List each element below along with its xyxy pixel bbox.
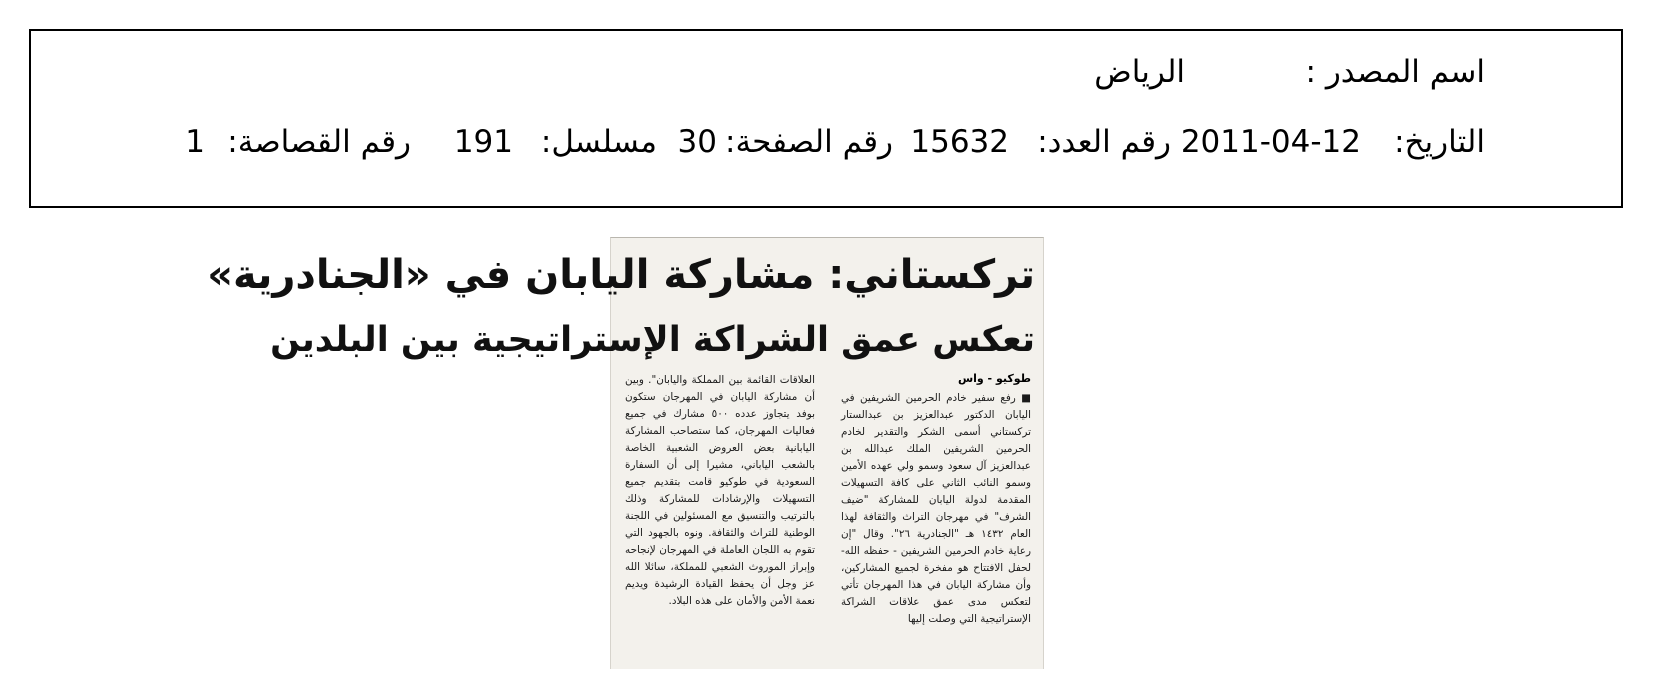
- source-label: اسم المصدر :: [1305, 54, 1485, 90]
- date-label: التاريخ:: [1394, 124, 1485, 160]
- clipping-label: رقم القصاصة:: [227, 124, 411, 160]
- article-headline-line1: تركستاني: مشاركة اليابان في «الجنادرية»: [207, 252, 1035, 298]
- serial-value: 191: [453, 124, 513, 160]
- article-column-right: ■ رفع سفير خادم الحرمين الشريفين في اليابان الدكتور عبدالعزيز بن عبدالستار تركستاني أسمى الشكر والتقدير لخادم الحرمين الشريفين الملك عبدالله بن عبدالعزيز آل سعود وسمو ولي عهده الأمين وسمو النائب الثاني على كافة التسهيلات المقدمة لدولة اليابان للمشاركة "ضيف الشرف" في مهرجان التراث والثقافة لهذا العام ١٤٣٢ هـ "الجنادرية ٢٦". وقال "إن رعاية خادم الحرمين الشريفين - حفظه الله- لحفل الافتتاح هو مفخرة لجميع المشاركين، وأن مشاركة اليابان في هذا المهرجان تأتي لتعكس مدى عمق علاقات الشراكة الإستراتيجية التي وصلت إليها: [841, 392, 1031, 625]
- article-dateline: طوكيو - واس: [957, 372, 1031, 385]
- article-headline-line2: تعكس عمق الشراكة الإستراتيجية بين البلدين: [270, 320, 1035, 360]
- page-label: رقم الصفحة:: [725, 124, 893, 160]
- issue-label: رقم العدد:: [1037, 124, 1171, 160]
- article-column-left: العلاقات القائمة بين المملكة واليابان". وبين أن مشاركة اليابان في المهرجان ستكون بوفد يتجاوز عدده ٥٠٠ مشارك في جميع فعاليات المهرجان، كما ستصاحب المشاركة اليابانية بعض العروض الشعبية الخاصة بالشعب الياباني، مشيرا إلى أن السفارة السعودية في طوكيو قامت بتقديم جميع التسهيلات والإرشادات للمشاركة وذلك بالترتيب والتنسيق مع المسئولين في اللجنة الوطنية للتراث والثقافة. ونوه بالجهود التي تقوم به اللجان العاملة في المهرجان لإنجاحه وإبراز الموروث الشعبي للمملكة، سائلا الله عز وجل أن يحفظ القيادة الرشيدة ويديم نعمة الأمن والأمان على هذه البلاد.: [625, 374, 815, 607]
- metadata-box: [29, 29, 1623, 208]
- issue-value: 15632: [910, 124, 1009, 160]
- source-value: الرياض: [1094, 54, 1185, 90]
- serial-label: مسلسل:: [540, 124, 657, 160]
- clipping-value: 1: [185, 124, 205, 160]
- page-value: 30: [677, 124, 717, 160]
- date-value: 2011-04-12: [1180, 124, 1361, 160]
- newspaper-clipping: [207, 237, 1044, 669]
